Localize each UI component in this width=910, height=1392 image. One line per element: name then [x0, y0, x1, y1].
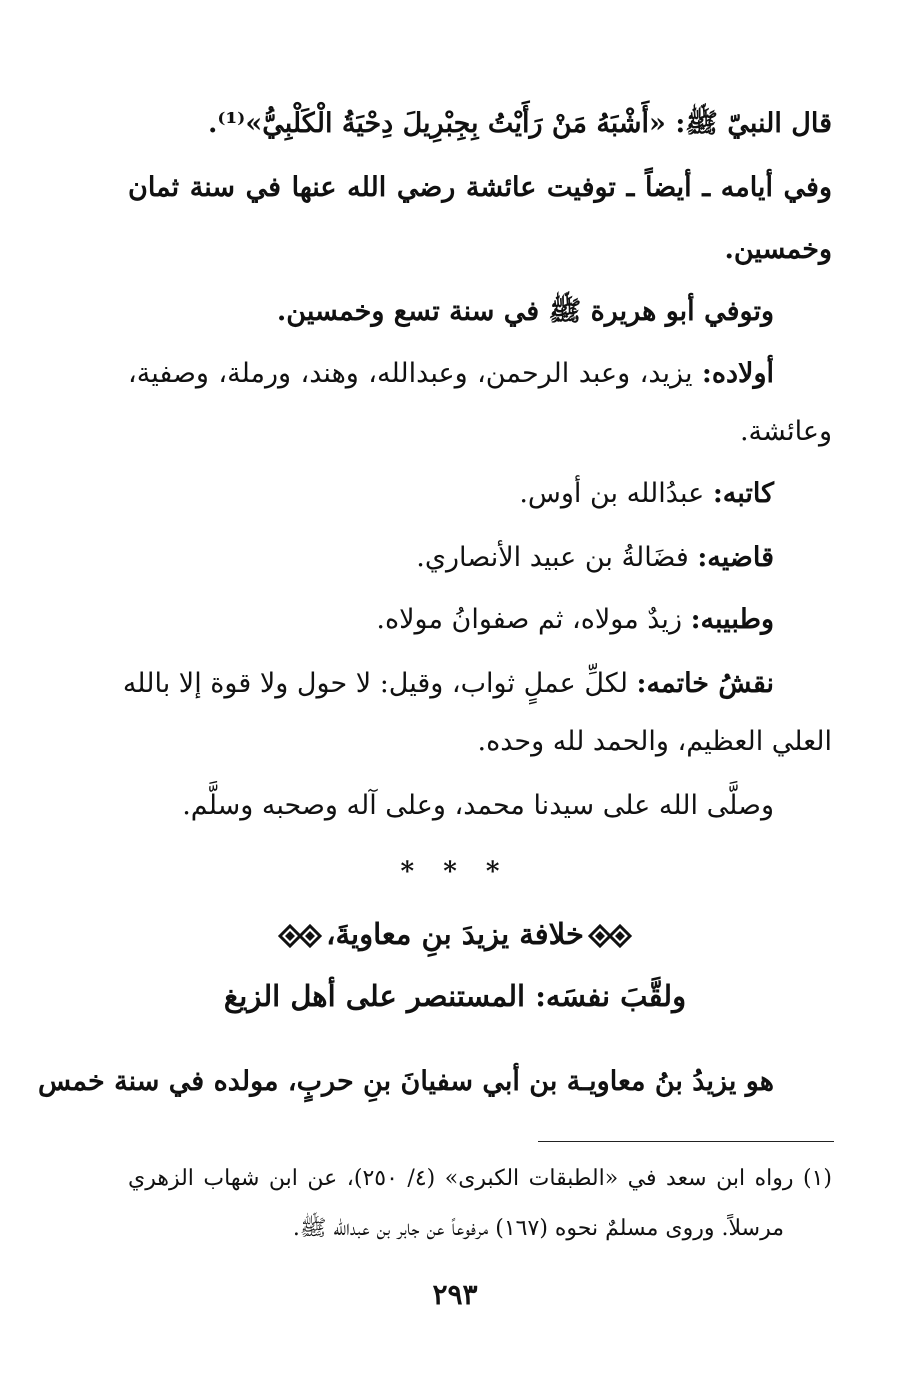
paragraph-children-line1	[128, 354, 774, 394]
scribe-label: كاتبه:	[712, 478, 774, 509]
paragraph-prophet-saying: قال النبيّ ﷺ: «أَشْبَهُ مَنْ رَأَيْتُ بِجِبْرِيلَ دِحْيَةُ الْكَلْبِيُّ»⁽¹⁾.	[208, 108, 832, 139]
scribe-text: عبدُالله بن أوس.	[519, 478, 713, 509]
paragraph-abu-hurayra: وتوفي أبو هريرة ﷺ في سنة تسع وخمسين.	[276, 296, 774, 327]
footnote-line2: مرسلاً. وروى مسلمٌ نحوه (١٦٧) مرفوعاً عن جابر بن عبدالله ﷺ.	[292, 1216, 784, 1241]
ornament-left-icon	[278, 921, 322, 951]
paragraph-aisha-death-line1: وفي أيامه ـ أيضاً ـ توفيت عائشة رضي الله عنها في سنة ثمان	[128, 172, 832, 203]
chapter-title	[0, 914, 910, 954]
footnote-line1: (١) رواه ابن سعد في «الطبقات الكبرى» (٤/ ٢٥٠)، عن ابن شهاب الزهري	[128, 1166, 832, 1191]
paragraph-yazid-intro: هو يزيدُ بنُ معاويـة بن أبي سفيانَ بنِ حربٍ، مولده في سنة خمس	[37, 1066, 774, 1097]
judge-text: فضَالةُ بن عبيد الأنصاري.	[416, 542, 698, 573]
paragraph-judge	[416, 538, 774, 578]
page-number: ٢٩٣	[432, 1278, 478, 1311]
paragraph-ring-line1	[122, 664, 774, 704]
ornament-right-icon	[588, 921, 632, 951]
paragraph-salutation: وصلَّى الله على سيدنا محمد، وعلى آله وصحبه وسلَّم.	[182, 790, 774, 821]
paragraph-physician	[376, 600, 774, 640]
chapter-title-text: خلافة يزيدَ بنِ معاويةَ،	[326, 917, 584, 951]
footnote-divider	[538, 1141, 834, 1142]
ring-label: نقشُ خاتمه:	[636, 668, 774, 699]
ring-text: لكلِّ عملٍ ثواب، وقيل: لا حول ولا قوة إلا بالله	[122, 668, 637, 699]
physician-text: زيدٌ مولاه، ثم صفوانُ مولاه.	[376, 604, 691, 635]
children-text: يزيد، وعبد الرحمن، وعبدالله، وهند، ورملة، وصفية،	[128, 358, 702, 389]
children-label: أولاده:	[701, 358, 774, 389]
paragraph-ring-line2: العلي العظيم، والحمد لله وحده.	[477, 726, 832, 757]
paragraph-children-line2: وعائشة.	[739, 416, 832, 447]
judge-label: قاضيه:	[697, 542, 774, 573]
paragraph-scribe	[519, 474, 774, 514]
paragraph-aisha-death-line2: وخمسين.	[724, 234, 832, 265]
physician-label: وطبيبه:	[690, 604, 774, 635]
section-separator: * * *	[400, 857, 510, 887]
chapter-subtitle: ولقَّبَ نفسَه: المستنصر على أهل الزيغ	[223, 979, 687, 1013]
